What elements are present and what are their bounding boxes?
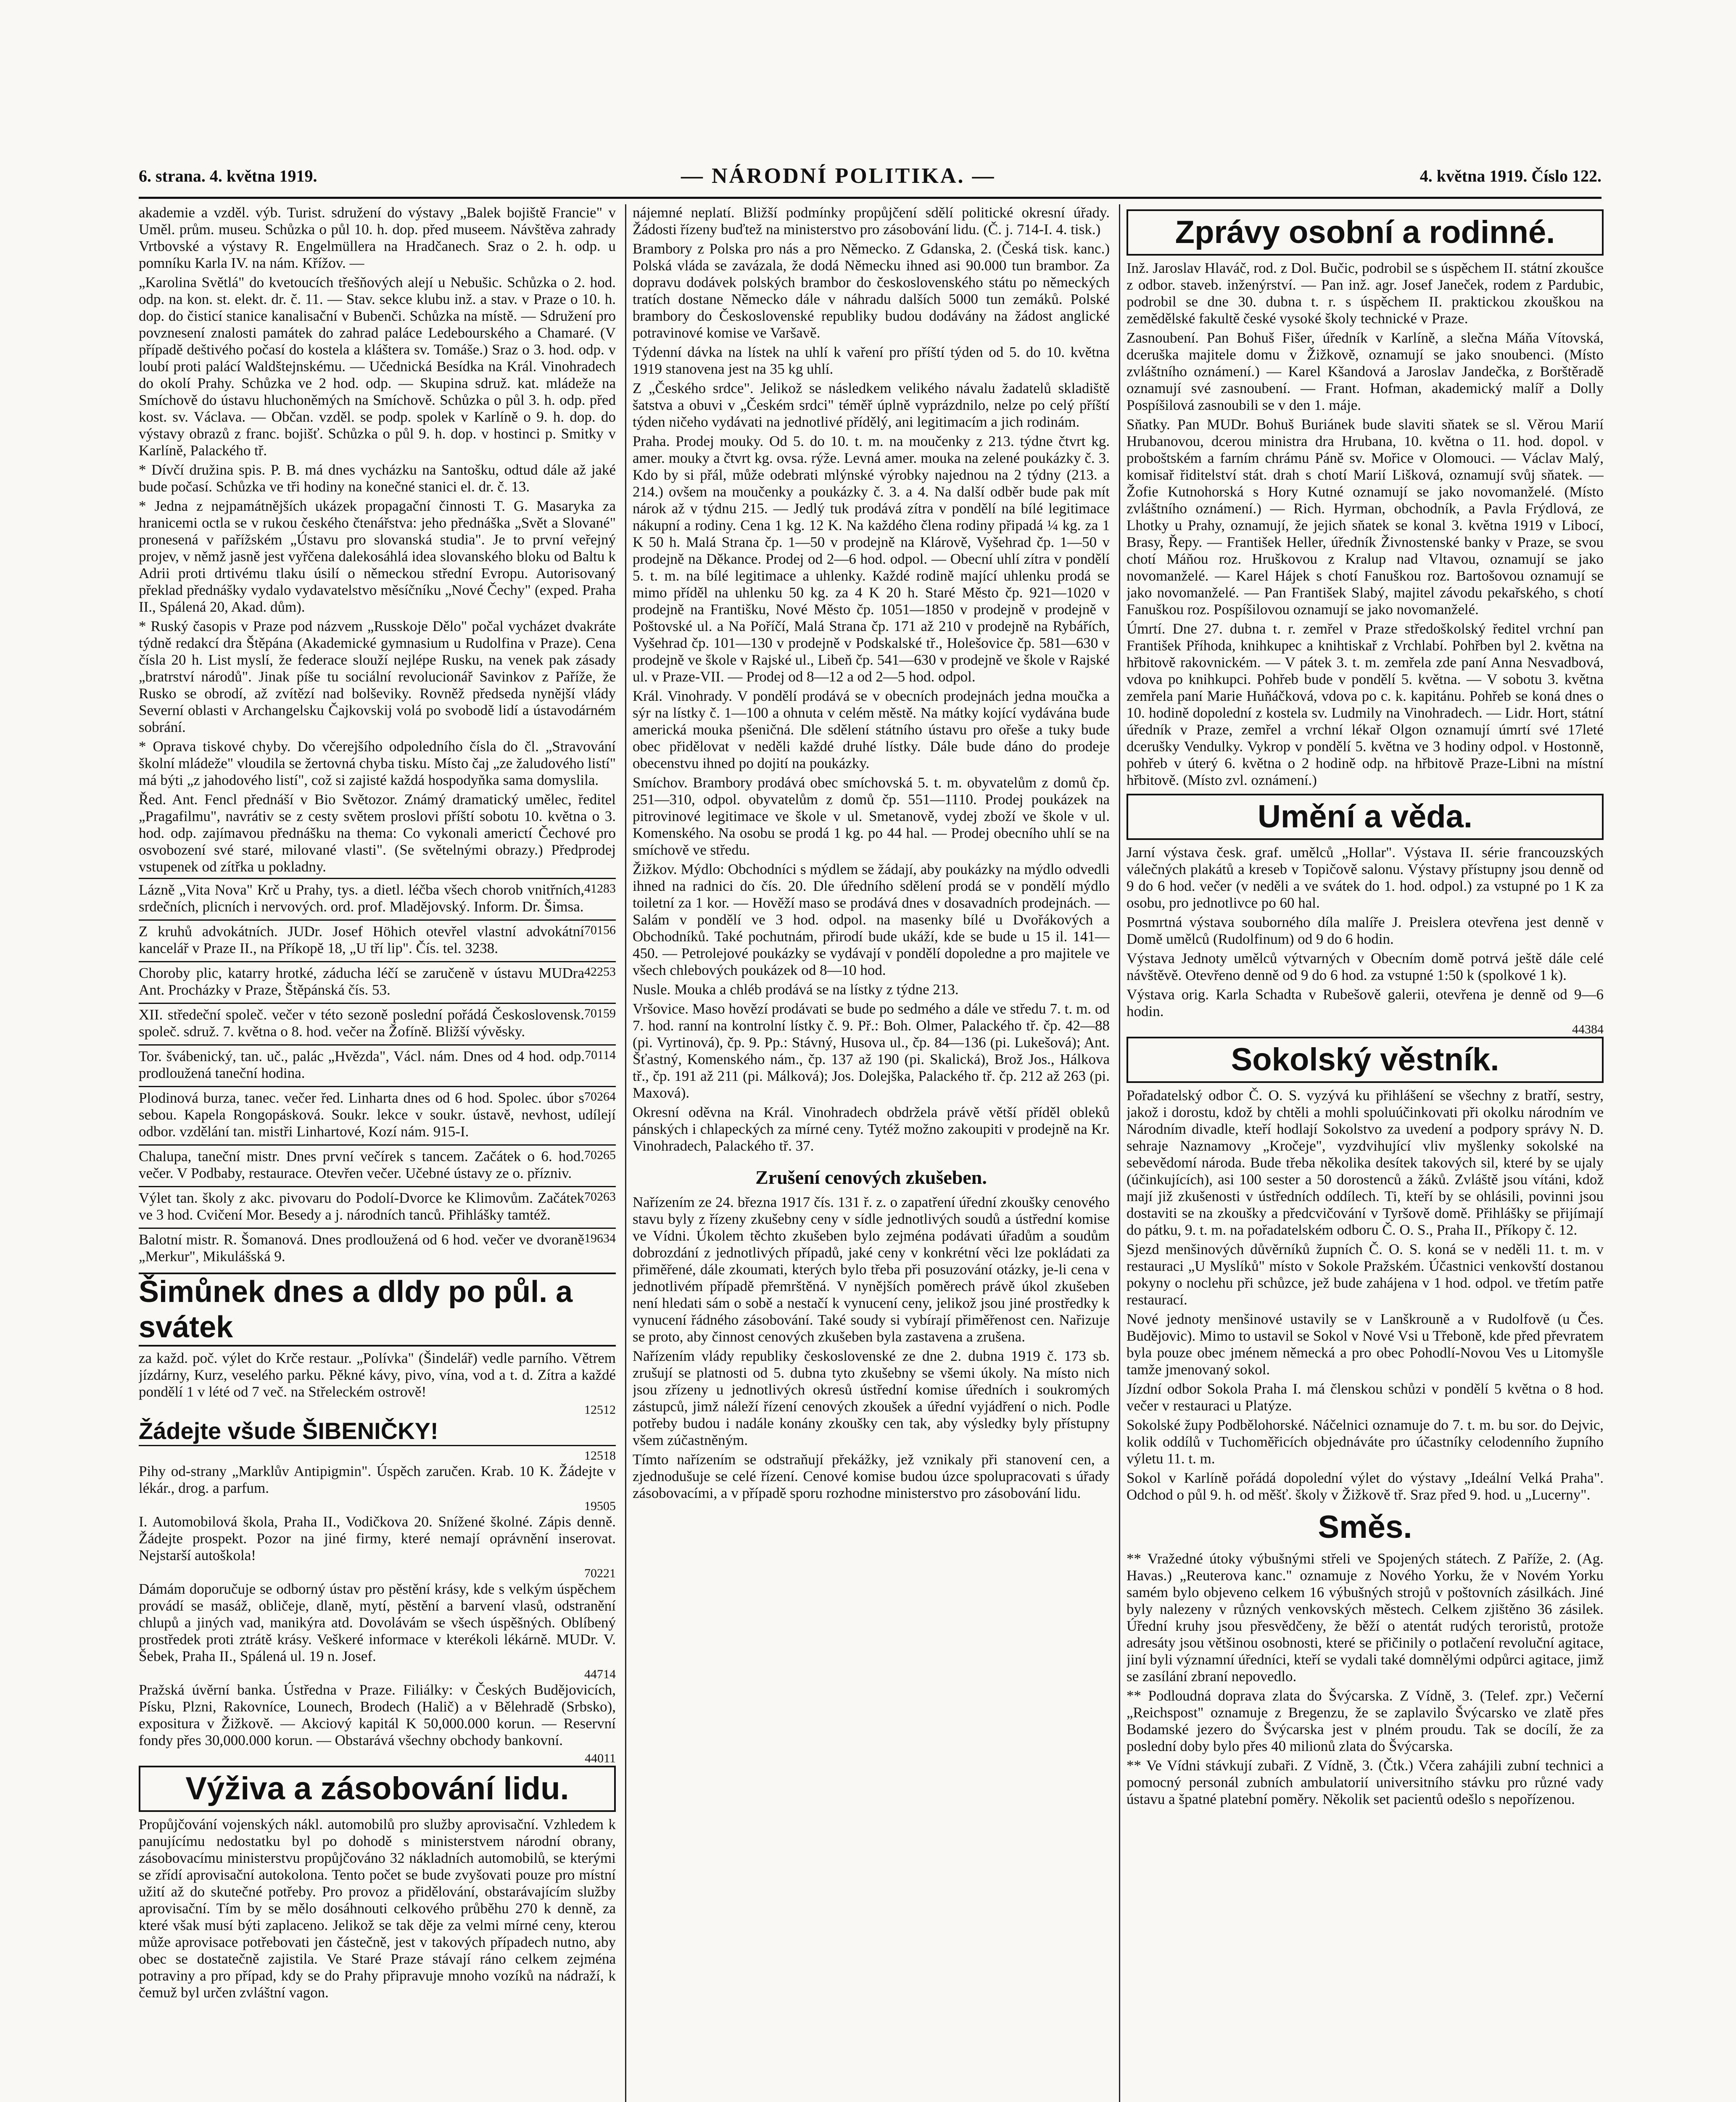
- classified-ad: [139, 1003, 616, 1044]
- ad-text: Lázně „Vita Nova" Krč u Prahy, tys. a dietl. léčba všech chorob vnitřních, srdečních, plicních i nervových. ord. prof. Mladějovský. Inform. Dr. Šimsa.: [139, 882, 584, 915]
- page-date-left: 6. strana. 4. května 1919.: [139, 166, 317, 185]
- section-vyziva-heading: Výživa a zásobování lidu.: [139, 1766, 616, 1812]
- news-item: * Jedna z nejpamátnějších ukázek propagační činnosti T. G. Masaryka za hranicemi octla se v rukou českého čtenářstva: jeho přednáška „Svět a Slované" pronesená v pařížském „Ústavu pro slovanská studia". Je to první veřejný projev, v němž jasně jest vyřčena dalekosáhlá idea slovanského bloku od Baltu k Adrii proti drtivému tlaku úsilí o německou střední Evropu. Autorisovaný překlad přednášky vydalo vydavatelstvo měsíčníku „Nové Čechy" (exped. Praha II., Spálená 20, Akad. dům).: [139, 498, 616, 615]
- masthead-rule: [139, 197, 1601, 199]
- clubs-paragraph: akademie a vzděl. výb. Turist. sdružení do výstavy „Balek bojiště Francie" v Uměl. prům. museu. Schůzka o půl 10. h. dop. před museem. Návštěva zahrady Vrtbovské a výstavy R. Engelmüllera na Hradčanech. Sraz o 2. h. odp. u pomníku Karla IV. na nám. Křížov. —: [139, 204, 616, 271]
- ad-text: Choroby plic, katarry hrotké, záducha léčí se zaručeně v ústavu MUDra Ant. Procházky v Praze, Štěpánská čís. 53.: [139, 965, 584, 998]
- news-item: Řed. Ant. Fencl přednáší v Bio Světozor. Známý dramatický umělec, ředitel „Pragafilmu", navrátiv se z cesty světem proslovi příští sobotu 10. května o 3. hod. odp. zajímavou přednášku na thema: Co vykonali americtí Čechové pro osvobození své staré, milované vlasti". (Se světelnými obrazy.) Předprodej vstupenek od zítřka u pokladny.: [139, 791, 616, 875]
- news-item: * Ruský časopis v Praze pod názvem „Russkoje Dělo" počal vycházet dvakráte týdně redakcí dra Štěpána (Akademické gymnasium u Rudolfina v Praze). Cena čísla 20 h. List myslí, že federace slouží nejlépe Rusku, na venek pak zásady „bratrství národů". Jinak píše tu sociální revolucionář Savinkov z Paříže, že Rusko se obrodí, až zvítězí nad bolševiky. Rovněž předseda nynější vlády Severní oblasti v Archangelsku Čajkovskij volá po svobodě lidí a ústavodárném sobrání.: [139, 618, 616, 735]
- ad-code: 70263: [584, 1190, 616, 1204]
- ad-code: 44011: [585, 1751, 616, 1765]
- masthead: [139, 166, 1601, 195]
- ad-code: 12518: [584, 1449, 616, 1463]
- art-item: Výstava orig. Karla Schadta v Rubešově galerii, otevřena je denně od 9—6 hodin.: [1127, 986, 1604, 1019]
- ad-code: 44384: [1572, 1022, 1604, 1036]
- news-item: Král. Vinohrady. V pondělí prodává se v obecních prodejnách jedna moučka a sýr na lístky č. 1—100 a ohnuta v celém městě. Na mátky kojící vydávána bude americká mouka pšeničná. Dle sdělení státního ústavu pro ořeše a tuky bude obec přidělovat v neděli každé druhé lístky. Dále bude dáno do prodeje obecenstvu ihned po dojití na poukázky.: [633, 688, 1110, 771]
- column-divider: [625, 204, 626, 2102]
- news-item: Praha. Prodej mouky. Od 5. do 10. t. m. na moučenky z 213. týdne čtvrt kg. amer. mouky a čtvrt kg. ovsa. rýže. Levná amer. mouka na zelené poukázky č. 3. Kdo by si přál, může odebrati mlýnské výrobky najednou na 2 týdny (213. a 214.) ovšem na moučenky a poukázky č. 3. a 4. Na další odběr bude pak mít nárok až v týdnu 215. — Jedlý tuk prodává zítra v pondělí na bílé legitimace nákupní a rodiny. Cena 1 kg. 12 K. Na každého člena rodiny připadá ¼ kg. za 1 K 50 h. Malá Strana čp. 1—50 v prodejně na Klárově, Vyšehrad čp. 1—50 v prodejně na Děkance. Prodej od 2—6 hod. odpol. — Obecní uhlí zítra v pondělí 5. t. m. na bílé legitimace a uhlenky. Každé rodině mající uhlenku prodá se mimo příděl na uhlenku 50 kg. za 4 K 20 h. Staré Město čp. 921—1020 v prodejně na Františku, Nové Město čp. 1051—1850 v prodejně v prodejně v Poštovské ul. a Na Poříčí, Malá Strana čp. 171 až 210 v prodejně na Rybářích, Vyšehrad čp. 101—130 v prodejně v Podskalské tř., Holešovice čp. 581—630 v prodejně ve škole v Rajské ul., Libeň čp. 541—630 v prodejně ve škole v Rajské ul. v Praze-VII. — Prodej od 8—12 a od 2—5 hod. odpol.: [633, 433, 1110, 685]
- ad-text: XII. středeční společ. večer v této sezoně poslední pořádá Československ. společ. sdruž. 7. května o 8. hod. večer na Žofíně. Bližší vývěsky.: [139, 1006, 584, 1040]
- ad-code: 44714: [584, 1667, 616, 1681]
- page-date-right: 4. května 1919. Číslo 122.: [1419, 166, 1601, 185]
- sokol-item: Sjezd menšinových důvěrníků župních Č. O. S. koná se v neděli 11. t. m. v restauraci „U Myslíků" místo v Sokole Pražském. Účastnici venkovští dostanou pokyny o noclehu při schůzce, jež bude zahájena v 1 hod. odpol. ve třetím patře restaurací.: [1127, 1241, 1604, 1308]
- article-heading: Zrušení cenových zkušeben.: [755, 1167, 987, 1188]
- ad-code: 70114: [585, 1048, 616, 1062]
- vyziva-paragraph: Propůjčování vojenských nákl. automobilů pro služby aprovisační. Vzhledem k panujícímu nedostatku byl po dohodě s ministerstvem národní obrany, zásobovacímu ministerstvu propůjčováno 32 nákladních automobilů, se kterými se zřídí aprovisační autokolona. Tento počet se bude zvyšovati pouze pro místní užití až do skutečné potřeby. Pro provoz a přidělování, obstarávajícím služby aprovisační. Tím by se mělo dosáhnouti celkového průběhu 270 k denně, za které však musí býti zaplaceno. Jelikož se tak děje za velmi mírné ceny, kterou může aprovisace potřebovati jen částečně, jest v takových případech nutno, aby obec se dostatečně zajistila. Ve Staré Praze stávají ráno celkem zejména potraviny a pro případ, kdy se do Prahy připravuje mnoho vozíků na nádraží, k čemuž byl určen zvláštní vagon.: [139, 1816, 616, 2001]
- misc-item: ** Vražedné útoky výbušnými střeli ve Spojených státech. Z Paříže, 2. (Ag. Havas.) „Reuterova kanc." oznamuje z Nového Yorku, že v Novém Yorku samém bylo objeveno celkem 16 výbušných strojů v poštovních zásilkách. Jiné byly nalezeny v různých venkovských městech. Celkem zjištěno 36 zásilek. Úřední kruhy jsou přesvědčeny, že běží o atentát rudých teroristů, protože adresáty jsou většinou osobnosti, které se přičinily o potlačení revoluční agitace, jiní byli významní úředníci, kteří se vydali také domnělými odpůrci agitace, jimž se zasílání zbraní nepovedlo.: [1127, 1550, 1604, 1685]
- ad-text: Výlet tan. školy z akc. pivovaru do Podolí-Dvorce ke Klimovům. Začátek ve 3 hod. Cvičení Mor. Besedy a j. národních tanců. Přihlášky tamtéž.: [139, 1190, 584, 1223]
- ad-text: Tor. švábenický, tan. uč., palác „Hvězda", Václ. nám. Dnes od 4 hod. odp. prodloužená taneční hodina.: [139, 1048, 585, 1081]
- article-paragraph: Nařízením ze 24. března 1917 čís. 131 ř. z. o zapatření úřední zkoušky cenového stavu byly z řízeny zkušebny ceny v sídle jednotlivých soudů a ústřední komise ve Vídni. Úkolem těchto zkušeben bylo zejména podávati úřadům a soudům dobrozdání z jednotlivých případů, jaké ceny v konkrétní věci lze pokládati za přiměřené, dále zkoumati, kterých bylo třeba při posuzování otázky, je-li cena v jednotlivém případě přemrštěná. V nynějších poměrech právě úkol zkušeben není hledati sám o sobě a nestačí k vynucení ceny, jelikož jsou jiné prostředky k vynucení řádného zásobování. Také soudy si vybírají přiměřenost cen. Nařizuje se proto, aby činnost cenových zkušeben byla zastavena a zrušena.: [633, 1194, 1110, 1345]
- ad-code: 70265: [584, 1148, 616, 1162]
- classified-ad: [139, 919, 616, 961]
- sokol-item: Sokol v Karlíně pořádá dopolední výlet do výstavy „Ideální Velká Praha". Odchod o půl 9. h. od měšť. školy v Žižkově tř. Sraz před 9. hod. u „Lucerny".: [1127, 1470, 1604, 1503]
- ad-code: 19634: [584, 1231, 616, 1245]
- personal-item: Úmrtí. Dne 27. dubna t. r. zemřel v Praze středoškolský ředitel vrchní pan František Příhoda, knihkupec a knihtiskař z Vrchlabí. Pohřben byl 2. května na hřbitově rakovnickém. — V pátek 3. t. m. zemřela zde paní Anna Nesvadbová, vdova po knihkupci. Pohřeb bude v pondělí 5. května. — V sobotu 3. května zemřela paní Marie Huňáčková, vdova po c. k. kapitánu. Pohřeb se koná dnes o 10. hodině dopolední z kostela sv. Ludmily na Vinohradech. — Lidr. Hort, státní úředník v Praze, zemřel a vrchní lékař Olgon oznamují úmrtí své 17leté dcerušky Vendulky. Vykrop v pondělí 5. května ve 3 hodiny odpol. v Hostonně, pohřeb v úterý 6. května o 2 hodině odp. na hřbitově Praze-Libni na místní hřbitově. (Místo zvl. oznámení.): [1127, 621, 1604, 788]
- ad-text: Balotní mistr. R. Šomanová. Dnes prodloužená od 6 hod. večer ve dvoraně „Merkur", Mikulášská 9.: [139, 1231, 584, 1265]
- ad-code: 41283: [584, 882, 616, 895]
- classified-ad: [139, 878, 616, 919]
- news-item: nájemné neplatí. Bližší podmínky propůjčení sdělí politické okresní úřady. Žádosti řízeny buďtež na ministerstvo pro zásobování lidu. (Č. j. 714-I. 4. tisk.): [633, 204, 1110, 238]
- art-item: Jarní výstava česk. graf. umělců „Hollar". Výstava II. série francouzských válečných plakátů a kreseb v Topičově salonu. Výstavy přístupny jsou denně od 9 do 6 hod. večer (v neděli a ve svátek do 1. hod. odpol.) za vstupné po 1 K za osobu, pro jednotlivce po 60 hal.: [1127, 844, 1604, 911]
- section-sokol-heading: Sokolský věstník.: [1127, 1037, 1604, 1083]
- newspaper-title: — NÁRODNÍ POLITIKA. —: [681, 164, 996, 188]
- sokol-item: Sokolské župy Podbělohorské. Náčelnici oznamuje do 7. t. m. bu sor. do Dejvic, kolik oddílů v Tuchoměřicích objednáváte pro účastníky celodenního župního výletu 11. t. m.: [1127, 1417, 1604, 1467]
- column-divider: [1119, 204, 1120, 2102]
- section-smes-heading: Směs.: [1318, 1509, 1412, 1545]
- art-item: Posmrtná výstava souborného díla malíře J. Preislera otevřena jest denně v Domě umělců (Rudolfinum) od 9 do 6 hodin.: [1127, 914, 1604, 947]
- news-item: Brambory z Polska pro nás a pro Německo. Z Gdanska, 2. (Česká tisk. kanc.) Polská vláda se zavázala, že dodá Německu ihned asi 90.000 tun brambor. Za dopravu dodávek polských brambor do československého státu po německých tratích dostane Německo dále v náhradu dalších 5000 tun zemáků. Polské brambory do Československé republiky budou dodávány na žádost anglické potravinové komise ve Varšavě.: [633, 240, 1110, 341]
- ad-text: Chalupa, taneční mistr. Dnes první večírek s tancem. Začátek o 6. hod. večer. V Podbaby, restaurace. Otevřen večer. Učebné ústavy ze o. přízniv.: [139, 1148, 584, 1181]
- news-item: Smíchov. Brambory prodává obec smíchovská 5. t. m. obyvatelům z domů čp. 251—310, odpol. obyvatelům z domů čp. 551—1110. Prodej poukázek na pitrovinové legitimace ve škole v ul. Smetanově, vydej zboží ve škole v ul. Komenského. Na osobu se prodá 1 kg. po 44 hal. — Prodej obecního uhlí se na smíchově ve středu.: [633, 774, 1110, 858]
- misc-item: ** Ve Vídni stávkují zubaři. Z Vídně, 3. (Čtk.) Včera zahájili zubní technici a pomocný personál zubních ambulatorií universitního stávku pro různé vady ústavu a špatné platební poměry. Několik set pacientů odešlo s nepořízenou.: [1127, 1757, 1604, 1807]
- simunek-ad-text: za každ. poč. výlet do Krče restaur. „Polívka" (Šindelář) vedle parního. Větrem jízdárny, Kurz, veselého parku. Pěkné kávy, pivo, vína, vod a t. d. Zítra a každé pondělí 1 v lété od 7 več. na Střeleckém ostrově!: [139, 1350, 616, 1400]
- simunek-ad-headline: Šimůnek dnes a dldy po půl. a svátek: [139, 1273, 616, 1347]
- news-item: * Dívčí družina spis. P. B. má dnes vycházku na Santošku, odtud dále až jaké bude počasí. Schůzka ve tři hodiny na konečné stanici el. dr. č. 13.: [139, 462, 616, 495]
- ad-text: Z kruhů advokátních. JUDr. Josef Höhich otevřel vlastní advokátní kancelář v Praze II., na Příkopě 18, „U tří lip". Čís. tel. 3238.: [139, 923, 584, 956]
- news-item: Z „Českého srdce". Jelikož se následkem velikého návalu žadatelů skladiště šatstva a obuvi v „Českém srdci" téměř úplně vyprázdnilo, nelze po celý příští týden ničeho vydávati na jednotlivé přídělý, ani legitimacím a jich rodinám.: [633, 380, 1110, 430]
- personal-item: Sňatky. Pan MUDr. Bohuš Buriánek bude slaviti sňatek se sl. Věrou Marií Hrubanovou, dcerou ministra dra Hrubana, 10. května o 11. hod. dopol. v proboštském a farním chrámu Páně sv. Mořice v Olomouci. — Václav Malý, komisař řiditelství stát. drah s chotí Marií Lišková, oznamují svůj sňatek. — Žofie Kutnohorská s Hory Kutné oznamují se jako novomanželé. (Místo zvláštního oznámení.) — Rich. Hyrman, obchodník, a Pavla Frýdlová, ze Lhotky u Prahy, oznamují, že jejich sňatek se konal 3. května 1919 v Libocí, Brasy, Řepy. — František Heller, úředník Živnostenské banky v Praze, se svou chotí Máňou roz. Hruškovou z Kralup nad Vltavou, oznamují se jako novomanželé. — Karel Hájek s chotí Fanuškou roz. Bartošovou oznamují se jako novomanželé. — Pan František Slabý, majitel závodu pekařského, s chotí Fanuškou roz. Pospíšilovou oznamují se jako novomanželé.: [1127, 416, 1604, 618]
- article-paragraph: Tímto nařízením se odstraňují překážky, jež vznikaly při stanovení cen, a zjednodušuje se celé řízení. Cenové komise budou úzce spolupracovati s úřady zásobovacími, a v případě sporu rozhodne ministerstvo pro zásobování lidu.: [633, 1451, 1110, 1501]
- section-osobni-heading: Zprávy osobní a rodinné.: [1127, 209, 1604, 256]
- classified-ad: [139, 1186, 616, 1228]
- misc-item: ** Podloudná doprava zlata do Švýcarska. Z Vídně, 3. (Telef. zpr.) Večerní „Reichspost" oznamuje z Bregenzu, že se zaplavilo Švýcarsko ve zlatě přes Bodamské jezero do Švýcarska jest v plném proudu. Tak se docílí, že za poslední doby bylo přes 40 milionů zlata do Švýcarska.: [1127, 1687, 1604, 1754]
- personal-item: Inž. Jaroslav Hlaváč, rod. z Dol. Bučic, podrobil se s úspěchem II. státní zkoušce z odbor. staveb. inženýrství. — Pan inž. agr. Josef Janeček, rodem z Pardubic, podrobil se dne 30. dubna t. r. s úspěchem II. praktickou zkouškou na zemědělské fakultě české vysoké školy technické v Praze.: [1127, 260, 1604, 327]
- autoskola-ad: I. Automobilová škola, Praha II., Vodičkova 20. Snížené školné. Zápis denně. Žádejte prospekt. Pozor na jiné firmy, které nemají oprávnění inserovat. Nejstarší autoškola!: [139, 1513, 616, 1563]
- sokol-item: Jízdní odbor Sokola Praha I. má členskou schůzi v pondělí 5 května o 8 hod. večer v restauraci u Platýze.: [1127, 1381, 1604, 1414]
- ad-code: 42253: [584, 965, 616, 979]
- column-middle: [633, 204, 1110, 2102]
- section-umeni-heading: Umění a věda.: [1127, 794, 1604, 840]
- ad-code: 70156: [584, 923, 616, 937]
- sokol-item: Pořadatelský odbor Č. O. S. vyzývá ku přihlášení se všechny z bratří, sestry, jakož i dorostu, kdož by chtěli a mohli spoluúčinkovati při okolku národním ve Národním divadle, kteří hodlají Sokolstvo za uvedení a podpory správy N. D. sehraje Naznamovy „Kročeje", vyzdvihující vliv myšlenky sokolské na sebevědomí národa. Bude třeba několika desítek takových sil, které by se ujaly (účinkujících), asi 100 sester a 50 dorostenců a žáků. Zvláště jsou vítáni, kdož mají již zkušenosti v ústředních oddílech. Ti, kteří by se ohlásili, povinni jsou dostaviti se na zkoušky a předcvičování v Tyršově domě. Přihlášky se přijímají do pátku, 9. t. m. na pořadatelském odboru Č. O. S., Praha II., Příkopy č. 12.: [1127, 1087, 1604, 1238]
- ad-code: 12512: [584, 1403, 616, 1417]
- news-item: * Oprava tiskové chyby. Do včerejšího odpoledního čísla do čl. „Stravování školní mládeže" vloudila se žertovná chyba tisku. Místo čaj „ze žaludového listí" má býti „z jahodového listí", což si zajisté každá hospodyňka sama domyslila.: [139, 738, 616, 788]
- classified-ad: [139, 1144, 616, 1186]
- article-paragraph: Nařízením vlády republiky československé ze dne 2. dubna 1919 č. 173 sb. zrušují se platnosti od 5. dubna tyto zkušebny se všemi úkoly. Na místo nich jsou zřízeny u jednotlivých okresů ústřední komise úředních i soukromých zástupců, jimž náleží řízení cenových zkoušek a úřední vyjádření o nich. Podle potřeby budou i nadále konány zkoušky cen tak, aby výsledky byly přístupny všem zúčastněným.: [633, 1348, 1110, 1448]
- personal-item: Zasnoubení. Pan Bohuš Fišer, úředník v Karlíně, a slečna Máňa Vítovská, dceruška majitele domu v Žižkově, oznamují se jako snoubenci. (Místo zvláštního oznámení.) — Karel Kšandová a Jaroslav Jandečka, z Borštěradě oznamují své zasnoubení. — Frant. Hofman, akademický malíř a Dolly Pospíšilová zasnoubili se v den 1. máje.: [1127, 330, 1604, 413]
- column-left: [139, 204, 616, 2102]
- news-item: Žižkov. Mýdlo: Obchodníci s mýdlem se žádají, aby poukázky na mýdlo odvedli ihned na radnici do čís. 20. Dle úředního sdělení prodá se v pondělí mýdlo toiletní za 1 kor. — Hověží maso se prodává dnes v dosavadních prodejnách. — Salám v pondělí ve 3 hod. odpol. na masenky bílé u Dvořákových a Obchodníků. Také pochutnám, přirodí bude ukáží, kde se bude u 15 il. 141—450. — Petrolejové poukázky se vydávají v pondělí dopoledne a pro majitele ve všech chlebových poukázek od 8—10 hod.: [633, 861, 1110, 978]
- banka-ad: Pražská úvěrní banka. Ústředna v Praze. Filiálky: v Českých Budějovicích, Písku, Plzni, Rakovníce, Lounech, Brodech (Halič) a v Bělehradě (Srbsko), expositura v Žižkově. — Akciový kapitál K 50,000.000 korun. — Reservní fondy přes 30,000.000 korun. — Obstarává všechny obchody bankovní.: [139, 1682, 616, 1748]
- column-right: [1127, 204, 1604, 2102]
- news-item: Nusle. Mouka a chléb prodává se na lístky z týdne 213.: [633, 981, 959, 998]
- news-item: Týdenní dávka na lístek na uhlí k vaření pro příští týden od 5. do 10. května 1919 stanovena jest na 35 kg uhlí.: [633, 344, 1110, 377]
- kosmetika-ad: Dámám doporučuje se odborný ústav pro pěstění krásy, kde s velkým úspěchem provádí se masáž, obličeje, dlaně, mytí, pěstění a barvení vlasů, odstranění chlupů a jiných vad, manikýra atd. Dovolávám se všech úspěšných. Oblíbený prostředek proti ztrátě krásy. Veškeré informace v kterékoli lékárně. MUDr. V. Šebek, Praha II., Spálená ul. 19 n. Josef.: [139, 1581, 616, 1664]
- clubs-paragraph: „Karolina Světlá" do kvetoucích třešňových alejí u Nebušic. Schůzka o 2. hod. odp. na kon. st. elekt. dr. č. 11. — Stav. sekce klubu inž. a stav. v Praze o 10. h. dop. do čisticí stanice kanalisační v Bubenči. Schůzka na místě. — Sdružení pro povznesení znalosti památek do zahrad paláce Ledebourského a Chamaré. (V případě deštivého počasí do kostela a kláštera sv. Tomáše.) Sraz o 3. hod. odp. v loubí proti palácí Waldštejnskému. — Učednická Besídka na Král. Vinohradech do okolí Prahy. Schůzka ve 2 hod. odp. — Skupina sdruž. kat. mládeže na Smíchově do ústavu hluchoněmých na Smíchově. Schůzka o půl 3. h. odp. před kost. sv. Václava. — Občan. vzděl. se podp. spolek v Karlíně o 9. h. dop. do výstavy obrazů z franc. bojišť. Schůzka o půl 9. h. dop. v hostinci p. Smitky v Karlíně, Palackého tř.: [139, 274, 616, 459]
- news-item: Vršovice. Maso hovězí prodávati se bude po sedmého a dále ve středu 7. t. m. od 7. hod. ranní na kontrolní lístky č. 9. Př.: Boh. Olmer, Palackého tř. čp. 42—88 (pi. Vyrtinová), čp. 9. Pp.: Stávný, Husova ul., čp. 84—136 (pi. Lukešová); Ant. Šťastný, Komenského nám., čp. 137 až 190 (pi. Skalická), Brož Jos., Hálkova tř., čp. 191 až 211 (pi. Málková); Jos. Dolejška, Palackého tř. čp. 212 až 263 (pi. Maxová).: [633, 1001, 1110, 1101]
- classified-ad: [139, 1086, 616, 1144]
- news-item: Okresní oděvna na Král. Vinohradech obdržela právě větší příděl obleků pánských i chlapeckých za mírné ceny. Tytéž možno zakoupiti v prodejně na Kr. Vinohradech, Palackého tř. 37.: [633, 1104, 1110, 1154]
- classified-ad: [139, 1228, 616, 1269]
- classified-ad: [139, 961, 616, 1003]
- sibenicky-ad: Žádejte všude ŠIBENIČKY!: [139, 1417, 616, 1446]
- ad-text: Plodinová burza, tanec. večer řed. Linharta dnes od 6 hod. Spolec. úbor s sebou. Kapela Rongopásková. Soukr. lekce v soukr. ústavě, nevhost, udílejí odbor. vzdělání tan. mistři Linhartové, Kozí nám. 915-I.: [139, 1090, 616, 1140]
- pihy-ad: Pihy od-strany „Marklův Antipigmin". Úspěch zaručen. Krab. 10 K. Žádejte v lékár., drog. a parfum.: [139, 1463, 616, 1496]
- ad-code: 70159: [584, 1006, 616, 1020]
- ad-code: 70221: [584, 1566, 616, 1580]
- ad-code: 70264: [584, 1090, 616, 1104]
- art-item: Výstava Jednoty umělců výtvarných v Obecním domě potrvá ještě dále celé návštěvě. Otevřeno denně od 9 do 6 hod. za vstupné 1:50 k (spolkové 1 k).: [1127, 950, 1604, 983]
- ad-code: 19505: [584, 1499, 616, 1513]
- sokol-item: Nové jednoty menšinové ustavily se v Lanškrouně a v Rudolfově (u Čes. Budějovic). Mimo to ustavil se Sokol v Nové Vsi u Třeboně, kde před převratem byla pouze obec jménem německá a pro obec Pohodlí-Novou Ves u Litomyšle tamže jmenovaný sokol.: [1127, 1311, 1604, 1378]
- classified-ad: [139, 1044, 616, 1086]
